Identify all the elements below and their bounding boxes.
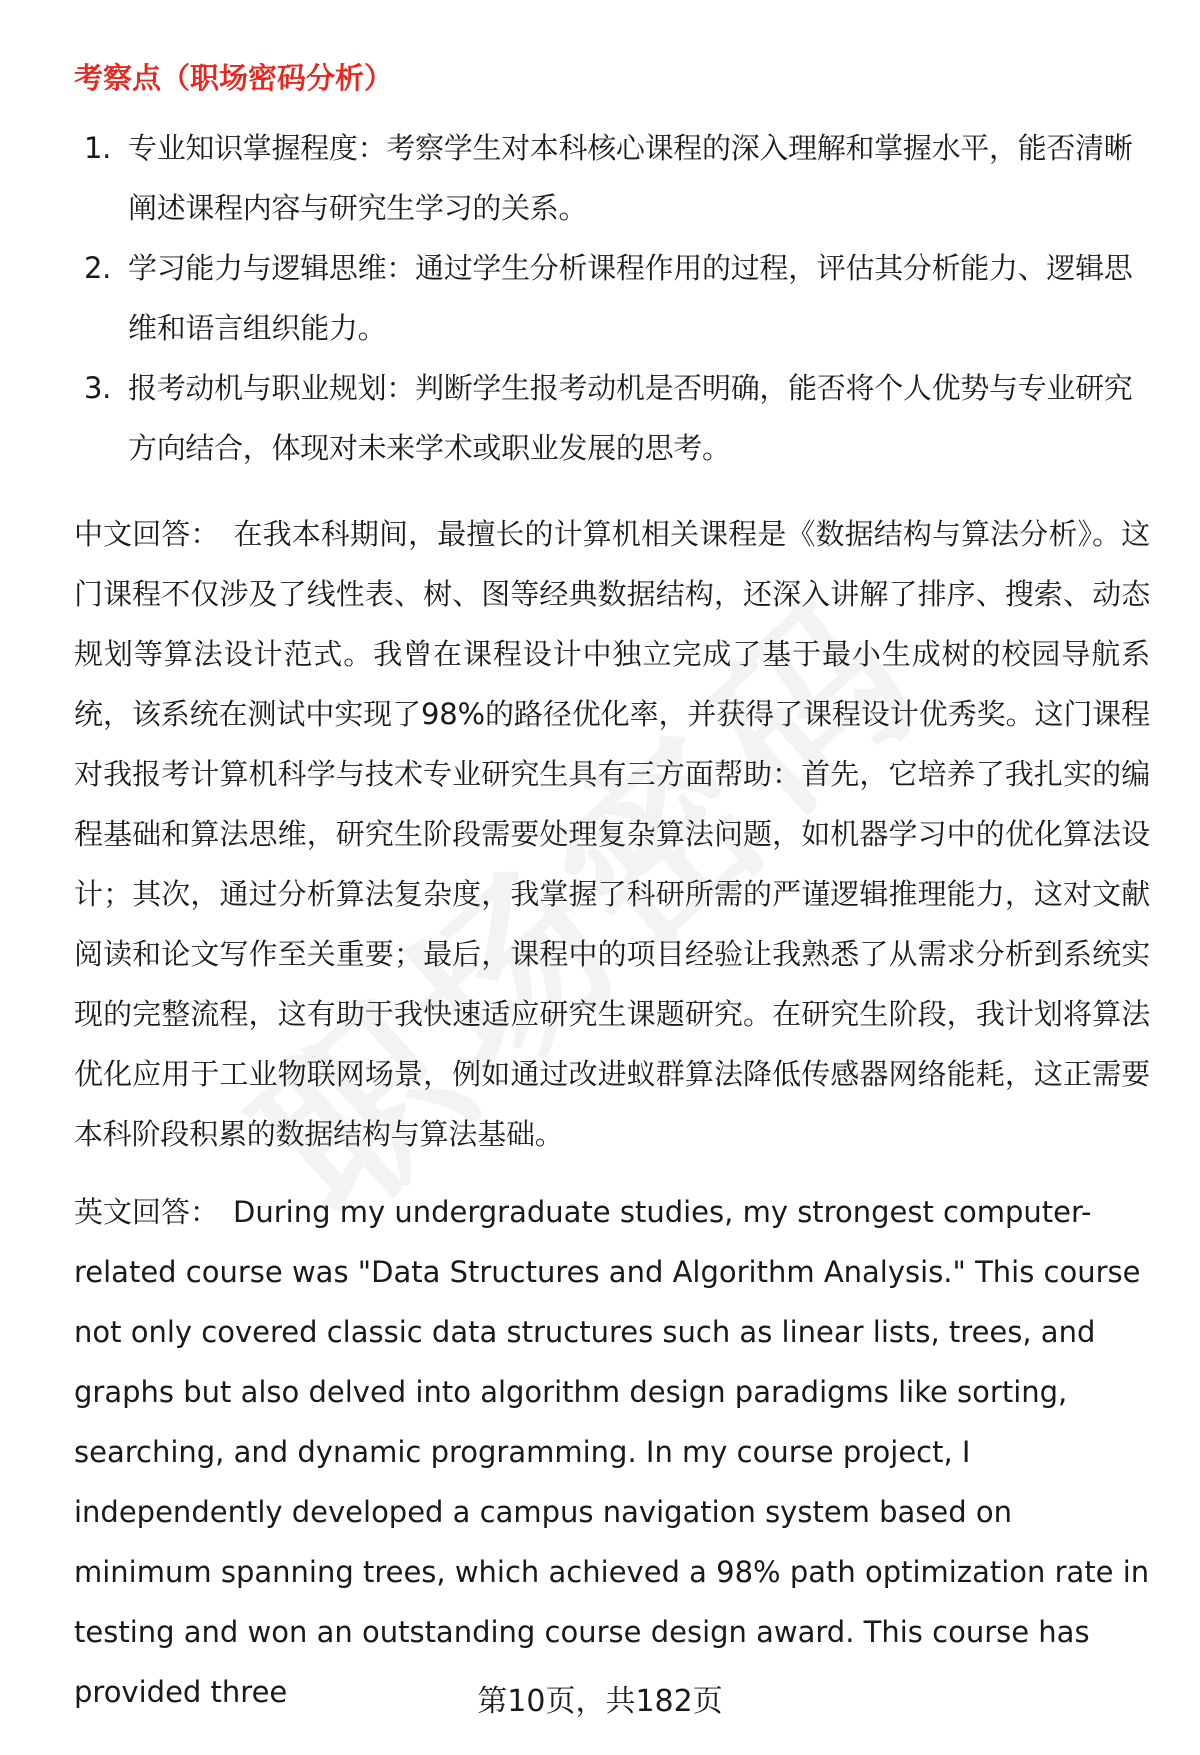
page-indicator: 第10页，共182页 [477, 1684, 723, 1719]
point-number: 3. [84, 371, 112, 405]
assessment-points-list [74, 118, 1150, 478]
assessment-point-2 [74, 238, 1150, 358]
point-text: 报考动机与职业规划：判断学生报考动机是否明确，能否将个人优势与专业研究方向结合，体现对未来学术或职业发展的思考。 [128, 371, 1133, 465]
assessment-point-1 [74, 118, 1150, 238]
document-body [74, 58, 1150, 1722]
chinese-answer-text: 在我本科期间，最擅长的计算机相关课程是《数据结构与算法分析》。这门课程不仅涉及了线性表、树、图等经典数据结构，还深入讲解了排序、搜索、动态规划等算法设计范式。我曾在课程设计中独立完成了基于最小生成树的校园导航系统，该系统在测试中实现了98%的路径优化率，并获得了课程设计优秀奖。这门课程对我报考计算机科学与技术专业研究生具有三方面帮助：首先，它培养了我扎实的编程基础和算法思维，研究生阶段需要处理复杂算法问题，如机器学习中的优化算法设计；其次，通过分析算法复杂度，我掌握了科研所需的严谨逻辑推理能力，这对文献阅读和论文写作至关重要；最后，课程中的项目经验让我熟悉了从需求分析到系统实现的完整流程，这有助于我快速适应研究生课题研究。在研究生阶段，我计划将算法优化应用于工业物联网场景，例如通过改进蚁群算法降低传感器网络能耗，这正需要本科阶段积累的数据结构与算法基础。 [74, 517, 1150, 1151]
point-number: 2. [84, 251, 112, 285]
section-title: 考察点（职场密码分析） [74, 61, 394, 95]
chinese-answer [74, 504, 1150, 1164]
english-answer-text: During my undergraduate studies, my strongest computer-related course was "Data Structures and Algorithm Analysis." This course not only covered classic data structures such as linear lists, trees, and graphs but also delved into algorithm design paradigms like sorting, searching, and dynamic programming. In my course project, I independently developed a campus navigation system based on minimum spanning trees, which achieved a 98% path optimization rate in testing and won an outstanding course design award. This course has provided three [74, 1195, 1150, 1709]
point-number: 1. [84, 131, 112, 165]
point-text: 学习能力与逻辑思维：通过学生分析课程作用的过程，评估其分析能力、逻辑思维和语言组织能力。 [128, 251, 1133, 345]
english-answer-label: 英文回答： [74, 1195, 220, 1229]
chinese-answer-label: 中文回答： [74, 517, 220, 551]
point-text: 专业知识掌握程度：考察学生对本科核心课程的深入理解和掌握水平，能否清晰阐述课程内容与研究生学习的关系。 [128, 131, 1133, 225]
assessment-point-3 [74, 358, 1150, 478]
english-answer [74, 1182, 1150, 1722]
